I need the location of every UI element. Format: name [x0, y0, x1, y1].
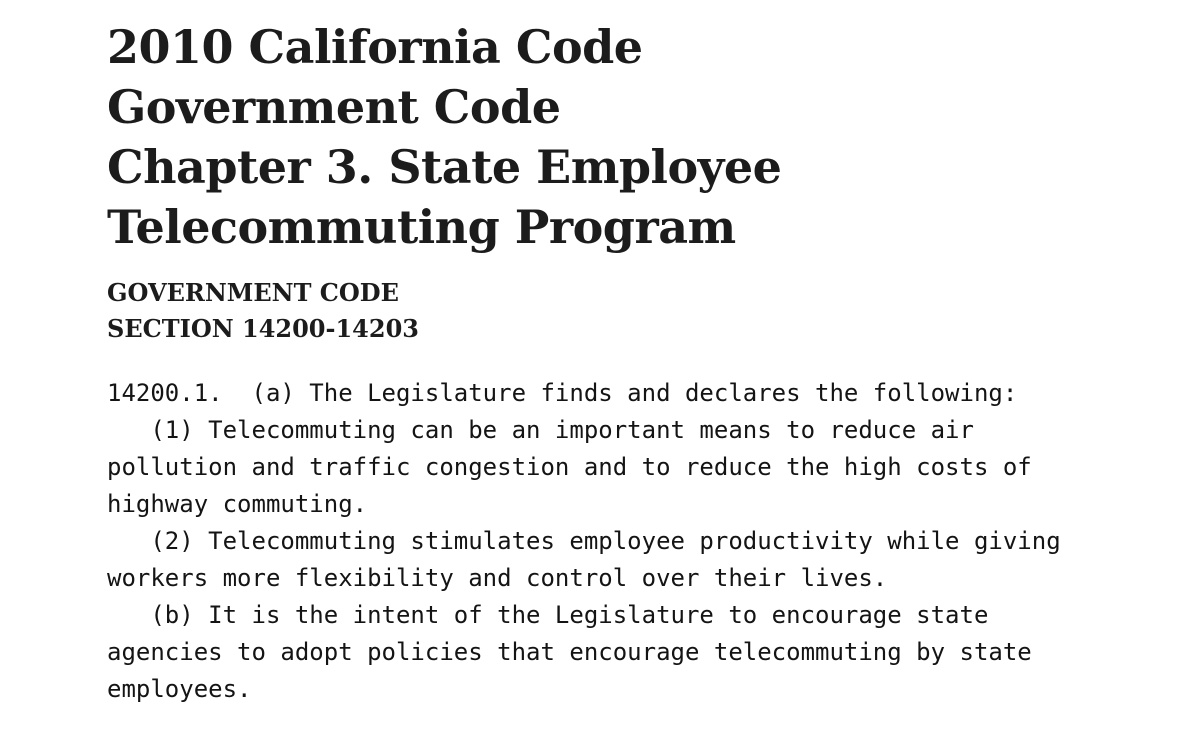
document-subtitle: [107, 275, 1160, 347]
statute-line: (2) Telecommuting stimulates employee productivity while giving: [107, 527, 1061, 555]
statute-line: (1) Telecommuting can be an important means to reduce air: [107, 416, 974, 444]
statute-line: workers more flexibility and control over their lives.: [107, 564, 888, 592]
statute-line: 14200.1. (a) The Legislature finds and declares the following:: [107, 379, 1018, 407]
page-title: [107, 17, 1160, 257]
statute-line: agencies to adopt policies that encourage telecommuting by state: [107, 638, 1032, 666]
subtitle-code-name: GOVERNMENT CODE: [107, 278, 399, 307]
statute-line: pollution and traffic congestion and to reduce the high costs of: [107, 453, 1032, 481]
page-title-line: Telecommuting Program: [107, 200, 736, 254]
statute-text: [107, 375, 1160, 708]
statute-line: (b) It is the intent of the Legislature to encourage state: [107, 601, 989, 629]
subtitle-section-range: SECTION 14200-14203: [107, 314, 419, 343]
page-title-line: 2010 California Code: [107, 20, 643, 74]
statute-line: employees.: [107, 675, 252, 703]
page-title-line: Government Code: [107, 80, 561, 134]
statute-line: highway commuting.: [107, 490, 368, 518]
page-title-line: Chapter 3. State Employee: [107, 140, 782, 194]
